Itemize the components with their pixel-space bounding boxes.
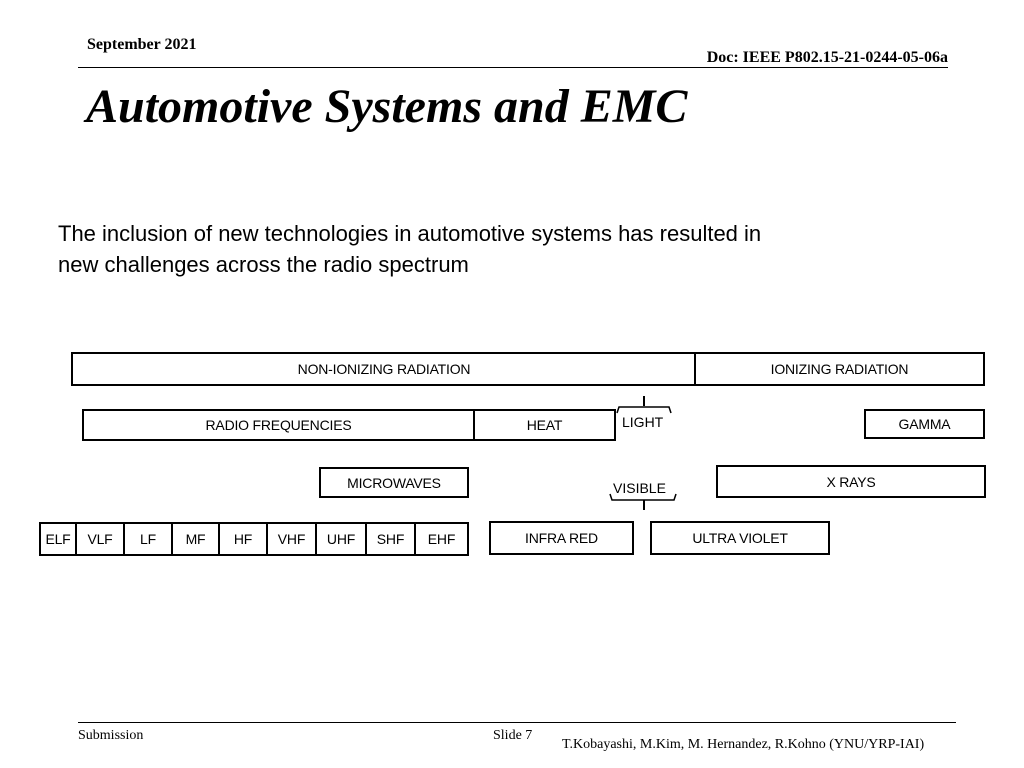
ionizing-radiation-box: IONIZING RADIATION xyxy=(694,352,985,386)
ultraviolet-box: ULTRA VIOLET xyxy=(650,521,830,555)
band-mf: MF xyxy=(171,522,220,556)
non-ionizing-radiation-box: NON-IONIZING RADIATION xyxy=(71,352,697,386)
light-label: LIGHT xyxy=(622,414,664,430)
band-lf: LF xyxy=(123,522,173,556)
header-doc-id: Doc: IEEE P802.15-21-0244-05-06a xyxy=(706,49,948,66)
footer-slide-number: Slide 7 xyxy=(493,728,533,743)
gamma-box: GAMMA xyxy=(864,409,985,439)
band-elf: ELF xyxy=(39,522,77,556)
header-divider xyxy=(78,67,948,68)
heat-box: HEAT xyxy=(473,409,616,441)
infra-red-box: INFRA RED xyxy=(489,521,634,555)
microwaves-box: MICROWAVES xyxy=(319,467,469,498)
footer-submission: Submission xyxy=(78,728,144,743)
footer-authors: T.Kobayashi, M.Kim, M. Hernandez, R.Kohno (YNU/YRP-IAI) xyxy=(562,737,925,752)
header-date: September 2021 xyxy=(87,36,197,53)
visible-label: VISIBLE xyxy=(613,480,666,496)
xrays-box: X RAYS xyxy=(716,465,986,498)
slide-body xyxy=(58,218,918,280)
band-shf: SHF xyxy=(365,522,416,556)
band-vhf: VHF xyxy=(266,522,317,556)
visible-marker-line xyxy=(643,500,645,510)
body-line-1: The inclusion of new technologies in automotive systems has resulted in xyxy=(58,221,762,246)
slide-title: Automotive Systems and EMC xyxy=(86,80,688,133)
band-uhf: UHF xyxy=(315,522,367,556)
band-ehf: EHF xyxy=(414,522,469,556)
body-line-2: new challenges across the radio spectrum xyxy=(58,252,469,277)
footer-divider xyxy=(78,722,956,723)
radio-frequencies-box: RADIO FREQUENCIES xyxy=(82,409,475,441)
band-hf: HF xyxy=(218,522,268,556)
band-vlf: VLF xyxy=(75,522,125,556)
